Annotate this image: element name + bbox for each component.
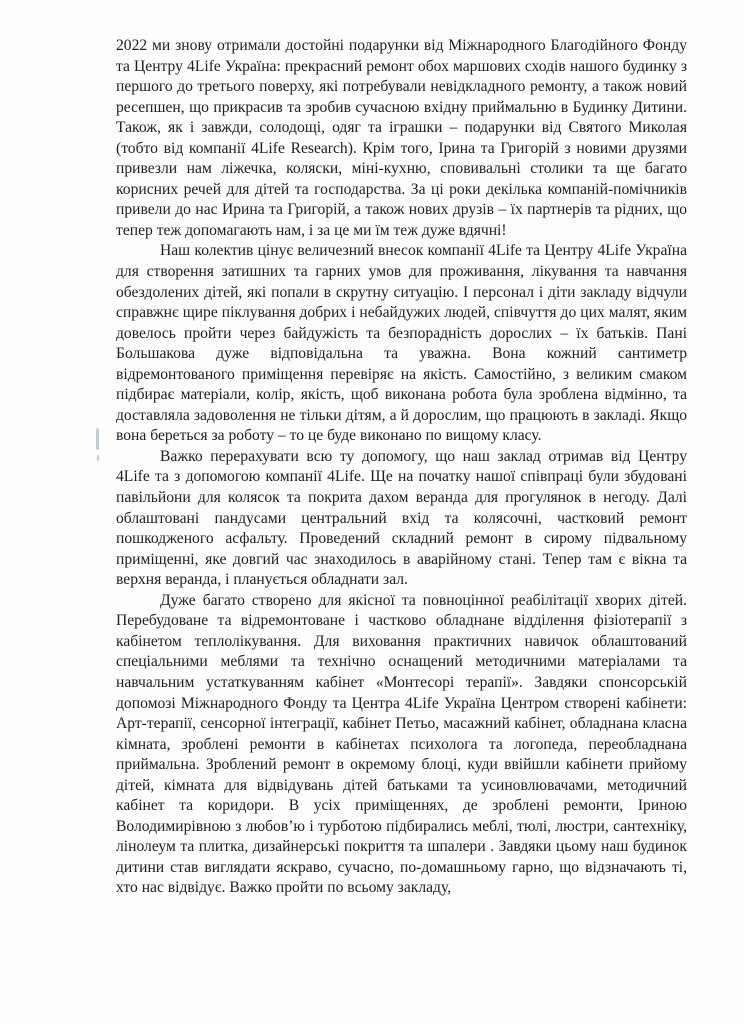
document-body — [116, 36, 687, 899]
paragraph-1: 2022 ми знову отримали достойні подарунки від Міжнародного Благодійного Фонду та Центру 4Life Україна: прекрасний ремонт обох маршових сходів нашого будинку з першого до третього поверху, які потребували невідкладного ремонту, а також новий ресепшен, що прикрасив та зробив сучасною вхідну приймальню в Будинку Дитини. Також, як і завжди, солодощі, одяг та іграшки – подарунки від Святого Миколая (тобто від компанії 4Life Research). Крім того, Ірина та Григорій з новими друзями привезли нам ліжечка, коляски, міні-кухню, сповивальні столики та ще багато корисних речей для дітей та господарства. За ці роки декілька компаній-помічників привели до нас Ирина та Григорій, а також нових друзів – їх партнерів та рідних, що тепер теж допомагають нам, і за це ми їм теж дуже вдячні! — [116, 37, 687, 239]
paragraph-3: Важко перерахувати всю ту допомогу, що наш заклад отримав від Центру 4Life та з допомогою компанії 4Life. Ще на початку нашої співпраці були збудовані павільйони для колясок та покрита дахом веранда для прогулянок в негоду. Далі облаштовані пандусами центральний вхід та колясочні, частковий ремонт пошкодженого асфальту. Проведений складний ремонт в сирому підвальному приміщенні, яке довгий час знаходилось в аварійному стані. Тепер там є вікна та верхня веранда, і планується обладнати зал. — [116, 447, 687, 589]
paragraph-2: Наш колектив цінує величезний внесок компанії 4Life та Центру 4Life Україна для створення затишних та гарних умов для проживання, лікування та навчання обездолених дітей, які попали в скрутну ситуацію. І персонал і діти закладу відчули справжнє щире піклування добрих і небайдужих людей, співчуття до цих малят, яким довелось пройти через байдужість та безпорадність дорослих – їх батьків. Пані Большакова дуже відповідальна та уважна. Вона кожний сантиметр відремонтованого приміщення перевіряє на якість. Самостійно, з великим смаком підбирає матеріали, колір, якість, щоб виконана робота була зроблена відмінно, та доставляла задоволення не тільки дітям, а й дорослим, що працюють в закладі. Якщо вона береться за роботу – то це буде виконано по вищому класу. — [116, 242, 687, 445]
paragraph-4: Дуже багато створено для якісної та повноцінної реабілітації хворих дітей. Перебудоване та відремонтоване і частково обладнане відділення фізіотерапії з кабінетом теплолікування. Для виховання практичних навичок облаштований спеціальними меблями та технічно оснащений методичними матеріалами та навчальним устаткуванням кабінет «Монтесорі терапії». Завдяки спонсорській допомозі Міжнародного Фонду та Центра 4Life Україна Центром створені кабінети: Арт-терапії, сенсорної інтеграції, кабінет Петьо, масажний кабінет, обладнана класна кімната, зроблені ремонти в кабінетах психолога та логопеда, переобладнана приймальна. Зроблений ремонт в окремому блоці, куди ввійшли кабінети прийому дітей, кімната для відвідувань дітей батьками та усиновлювачами, методичний кабінет та коридори. В усіх приміщеннях, де зроблені ремонти, Іриною Володимирівною з любов’ю і турботою підбирались меблі, тюлі, люстри, сантехніку, лінолеум та плитка, дизайнерські покриття та шпалери . Завдяки цьому наш будинок дитини став виглядати яскраво, сучасно, по-домашньому гарно, що відзначають ті, хто нас відвідує. Важко пройти по всьому закладу, — [116, 591, 687, 897]
scan-ink-mark — [96, 428, 99, 450]
scan-ink-mark — [97, 455, 99, 461]
